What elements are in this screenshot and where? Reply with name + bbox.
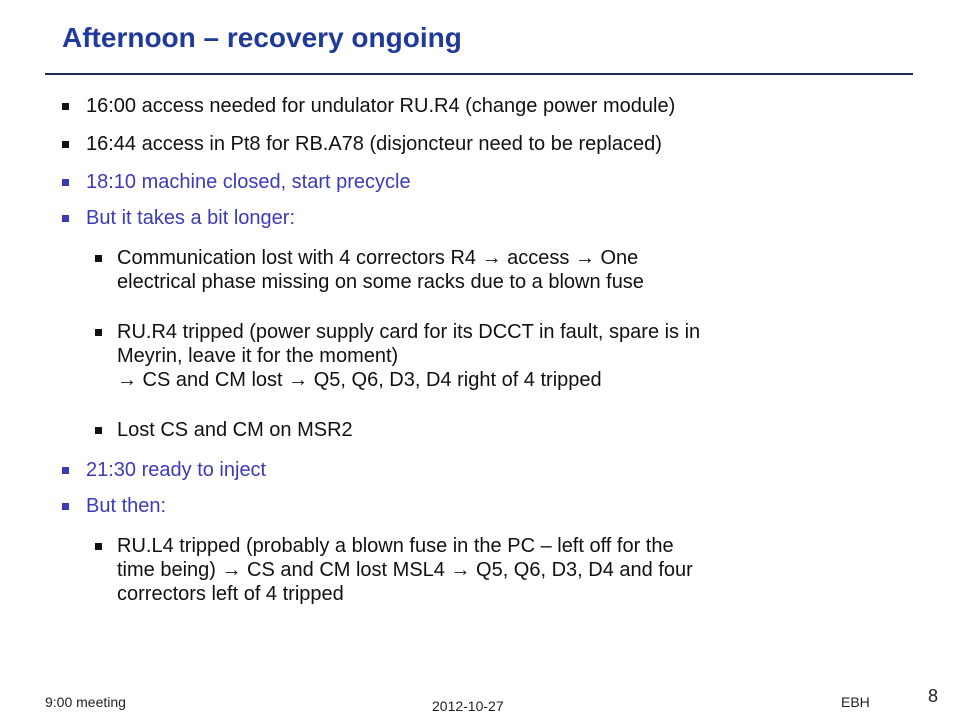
bullet-text: 16:00 access needed for undulator RU.R4 (change power module): [86, 95, 676, 117]
square-bullet-icon: [62, 141, 69, 148]
square-bullet-icon: [95, 543, 102, 550]
footer-meeting: 9:00 meeting: [45, 694, 126, 710]
bullet-text: 16:44 access in Pt8 for RB.A78 (disjoncteur need to be replaced): [86, 133, 662, 155]
square-bullet-icon: [95, 427, 102, 434]
bullet-text: But it takes a bit longer:: [86, 207, 296, 229]
square-bullet-icon: [95, 329, 102, 336]
slide-title: Afternoon – recovery ongoing: [62, 22, 462, 53]
square-bullet-icon: [95, 255, 102, 262]
square-bullet-icon: [62, 215, 69, 222]
bullet-text: 18:10 machine closed, start precycle: [86, 171, 411, 193]
square-bullet-icon: [62, 503, 69, 510]
page-number: 8: [928, 686, 939, 706]
title-divider: [45, 73, 913, 75]
sub-bullet-text: RU.R4 tripped (power supply card for its DCCT in fault, spare is in Meyrin, leave it for the moment) → CS and CM lost → Q5, Q6, D3, D4 right of 4 tripped: [117, 321, 701, 391]
square-bullet-icon: [62, 467, 69, 474]
sub-bullet-text: RU.L4 tripped (probably a blown fuse in the PC – left off for the time being) → CS and CM lost MSL4 → Q5, Q6, D3, D4 and four correctors left of 4 tripped: [117, 535, 693, 605]
sub-bullet-text: Communication lost with 4 correctors R4 → access → One electrical phase missing on some racks due to a blown fuse: [117, 247, 644, 293]
sub-bullet-text: Lost CS and CM on MSR2: [117, 419, 353, 441]
square-bullet-icon: [62, 103, 69, 110]
footer-author: EBH: [841, 694, 870, 710]
bullet-text: But then:: [86, 495, 167, 517]
bullet-text: 21:30 ready to inject: [86, 459, 267, 481]
footer-date: 2012-10-27: [432, 698, 504, 714]
square-bullet-icon: [62, 179, 69, 186]
